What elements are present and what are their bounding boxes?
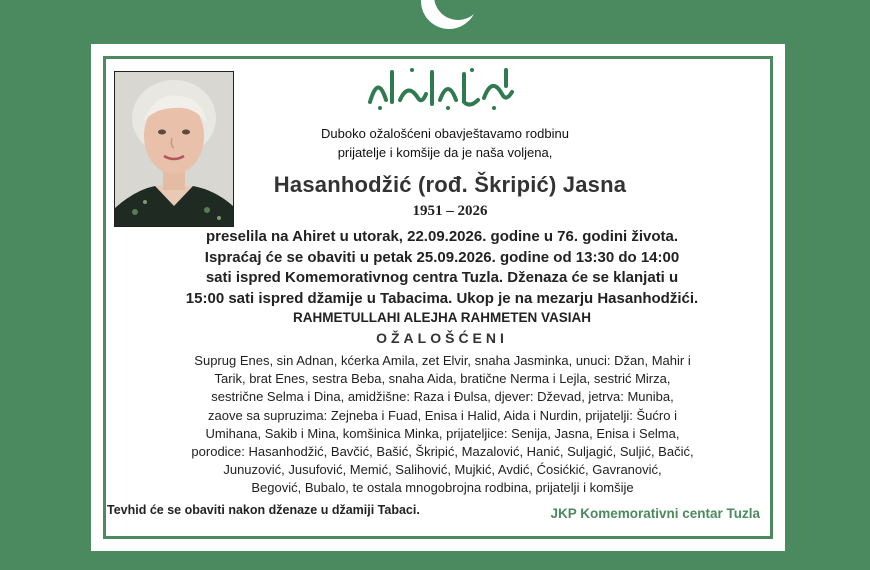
mourners-line: Tarik, brat Enes, sestra Beba, snaha Aida, bratične Nerma i Lejla, sestrić Mirza, [214, 371, 671, 387]
announcement-line: sati ispred Komemorativnog centra Tuzla. Dženaza će se klanjati u [205, 269, 679, 286]
announcement-line: preselila na Ahiret u utorak, 22.09.2026. godine u 76. godini života. [205, 228, 679, 245]
mourners-list [120, 352, 765, 498]
announcement-line: Ispraćaj će se obaviti u petak 25.09.2026. godine od 13:30 do 14:00 [204, 248, 680, 266]
intro-line: prijatelje i komšije da je naša voljena, [337, 145, 553, 160]
mourners-line: zaove sa supruzima: Zejneba i Fuad, Enisa i Halid, Aida i Nurdin, prijatelji: Šućro i [208, 407, 677, 423]
tevhid-note: Tevhid će se obaviti nakon dženaze u džamiji Tabaci. [107, 503, 420, 517]
mourners-line: Suprug Enes, sin Adnan, kćerka Amila, zet Elvir, snaha Jasminka, unuci: Džan, Mahir i [194, 353, 691, 368]
mourners-line: Begović, Bubalo, te ostala mnogobrojna rodbina, prijatelji i komšije [251, 480, 634, 496]
mourners-line: sestrične Selma i Dina, amidžišne: Raza i Đulsa, djever: Dževad, jetrva: Muniba, [211, 389, 674, 405]
mourners-line: Umihana, Sakib i Mina, komšinica Minka, prijateljice: Senija, Jasna, Enisa i Selma, [205, 425, 680, 441]
intro-line: Duboko ožalošćeni obavještavamo rodbinu [321, 126, 569, 141]
announcement-line: 15:00 sati ispred džamije u Tabacima. Ukop je na mezarju Hasanhodžići. [185, 289, 699, 307]
portrait-photo [114, 71, 234, 227]
mourners-title: OŽALOŠĆENI [376, 330, 508, 346]
prayer-line: RAHMETULLAHI ALEJHA RAHMETEN VASIAH [293, 310, 591, 325]
intro-text [270, 124, 620, 162]
arabic-calligraphy [360, 64, 520, 112]
organization-name: JKP Komemorativni centar Tuzla [550, 506, 760, 521]
life-years: 1951 – 2026 [412, 203, 488, 219]
mourners-line: Junuzović, Jusufović, Memić, Salihović, Mujkić, Avdić, Ćosićkić, Gavranović, [223, 462, 662, 478]
mourners-line: porodice: Hasanhodžić, Bavčić, Bašić, Škripić, Mazalović, Hanić, Suljagić, Suljić, Bačić, [191, 444, 694, 460]
crescent-star-icon [418, 0, 480, 32]
deceased-name: Hasanhodžić (rođ. Škripić) Jasna [273, 172, 627, 197]
announcement [112, 227, 772, 309]
